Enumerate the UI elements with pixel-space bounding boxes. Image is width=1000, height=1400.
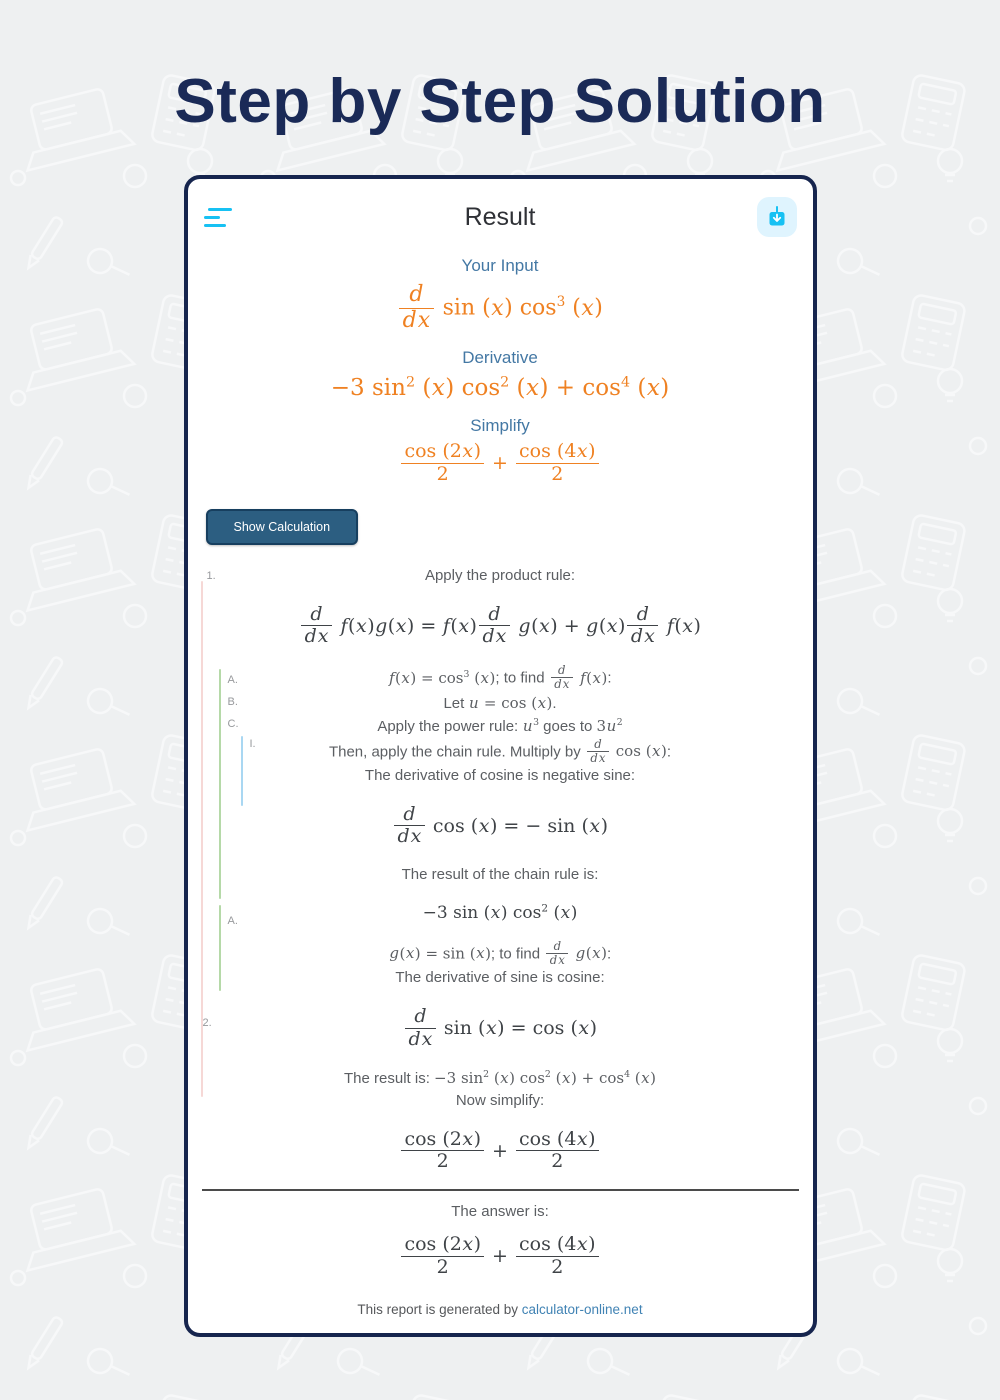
footer-text: This report is generated by: [357, 1302, 522, 1317]
report-footer: [188, 1302, 813, 1317]
step-text: The derivative of sine is cosine:: [395, 969, 605, 987]
input-expression: $\frac{d}{dx}$ sin (x) $\cos^3 (x)$: [188, 283, 813, 333]
page-title: Step by Step Solution: [174, 67, 826, 136]
section-simplify: [188, 416, 813, 485]
card-title: Result: [464, 202, 536, 231]
step-text: Apply the power rule: $u^3$ goes to $3u^2$: [377, 716, 623, 735]
step-marker: I.: [249, 737, 256, 750]
section-your-input: [188, 256, 813, 333]
step-indent-line: [219, 905, 221, 991]
download-icon: [765, 205, 789, 229]
step-formula: $\frac{\cos (2x)}{2}$ + $\frac{\cos (4x)}{2}$: [198, 1129, 803, 1173]
simplify-expression: $\frac{\cos (2x)}{2}$ + $\frac{\cos (4x)}{2}$: [188, 441, 813, 485]
answer-divider: [202, 1189, 799, 1191]
step-text: Apply the product rule:: [424, 566, 576, 584]
step-text: Now simplify:: [455, 1091, 545, 1109]
section-label: Simplify: [470, 416, 530, 436]
step-text: The derivative of cosine is negative sine:: [364, 766, 636, 784]
step-text: g(x) = sin (x); to find $\frac{d}{dx}$ g(x):: [389, 939, 612, 968]
card-header: [188, 187, 813, 241]
calculation-steps: [188, 565, 813, 1173]
step-text: The result is: −3 $\sin^2 (x)$ $\cos^2 (x) + \cos^4 (x)$: [344, 1068, 656, 1087]
step-text: Then, apply the chain rule. Multiply by $\frac{d}{dx}$ cos (x):: [328, 736, 672, 765]
section-label: Your Input: [461, 256, 539, 275]
step-indent-line: [219, 669, 221, 899]
answer-expression: $\frac{\cos (2x)}{2}$ + $\frac{\cos (4x)}{2}$: [188, 1234, 813, 1278]
step-marker: 1.: [206, 569, 216, 582]
section-derivative: [188, 348, 813, 401]
step-marker: B.: [227, 695, 238, 708]
step-text: The result of the chain rule is:: [401, 866, 599, 884]
step-marker: 2.: [202, 1016, 212, 1029]
step-marker: A.: [227, 914, 238, 927]
step-formula: −3 sin (x) $\cos^2 (x)$: [422, 902, 578, 924]
step-formula: $\frac{d}{dx}$ f(x)g(x) = f(x) $\frac{d}{dx}$ g(x) + g(x) $\frac{d}{dx}$ f(x): [198, 604, 803, 648]
result-card: [184, 175, 817, 1337]
step-marker: A.: [227, 673, 238, 686]
step-text: $f(x) = \cos^3 (x)$; to find $\frac{d}{dx}$ f(x):: [388, 663, 612, 692]
step-formula: $\frac{d}{dx}$ sin (x) = cos (x): [198, 1006, 803, 1050]
download-button[interactable]: [757, 197, 797, 237]
show-calculation-button[interactable]: Show Calculation: [206, 509, 359, 545]
section-label: Derivative: [462, 348, 538, 368]
step-indent-line: [241, 736, 243, 806]
footer-link[interactable]: calculator-online.net: [521, 1302, 643, 1317]
step-marker: C.: [227, 717, 239, 730]
derivative-expression: −3 $\sin^2 (x)$ $\cos^2 (x) + \cos^4 (x)$: [330, 374, 670, 402]
step-formula: $\frac{d}{dx}$ cos (x) = − sin (x): [198, 804, 803, 848]
step-text: Let u = cos (x).: [443, 693, 557, 712]
answer-heading: The answer is:: [451, 1203, 549, 1221]
